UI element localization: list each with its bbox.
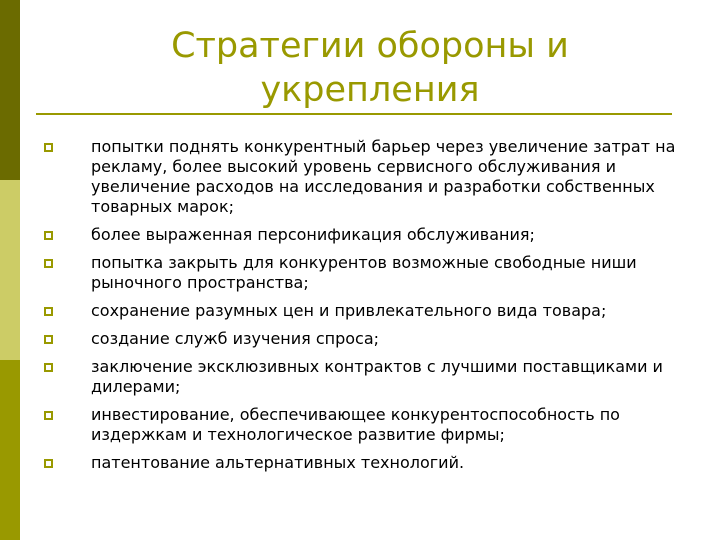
- slide-title: Стратегии обороны и укрепления: [171, 26, 569, 110]
- bullet-item: [44, 253, 684, 293]
- bullet-text: инвестирование, обеспечивающее конкурентоспособность по издержкам и технологическое развитие фирмы;: [91, 405, 620, 444]
- square-bullet-icon: [44, 459, 53, 468]
- bullet-text: заключение эксклюзивных контрактов с лучшими поставщиками и дилерами;: [91, 357, 663, 396]
- bullet-item: [44, 225, 684, 245]
- bullet-item: [44, 453, 684, 473]
- bullet-text: сохранение разумных цен и привлекательного вида товара;: [91, 301, 607, 320]
- bullet-text: попытка закрыть для конкурентов возможные свободные ниши рыночного пространства;: [91, 253, 637, 292]
- bullet-item: [44, 301, 684, 321]
- bullet-item: [44, 137, 684, 217]
- bullet-item: [44, 329, 684, 349]
- bullet-text: создание служб изучения спроса;: [91, 329, 380, 348]
- square-bullet-icon: [44, 411, 53, 420]
- bullet-item: [44, 405, 684, 445]
- square-bullet-icon: [44, 143, 53, 152]
- bullet-item: [44, 357, 684, 397]
- square-bullet-icon: [44, 307, 53, 316]
- decorative-sidebar: [0, 0, 20, 540]
- sidebar-segment-dark: [0, 0, 20, 180]
- title-divider: [36, 113, 672, 115]
- square-bullet-icon: [44, 231, 53, 240]
- square-bullet-icon: [44, 259, 53, 268]
- square-bullet-icon: [44, 363, 53, 372]
- sidebar-segment-light: [0, 180, 20, 360]
- sidebar-segment-olive: [0, 360, 20, 540]
- bullet-text: более выраженная персонификация обслуживания;: [91, 225, 535, 244]
- bullet-text: патентование альтернативных технологий.: [91, 453, 465, 472]
- bullet-list: [44, 137, 684, 481]
- bullet-text: попытки поднять конкурентный барьер через увеличение затрат на рекламу, более высокий уровень сервисного обслуживания и увеличение расходов на исследования и разработки собственных товарных марок;: [91, 137, 676, 216]
- square-bullet-icon: [44, 335, 53, 344]
